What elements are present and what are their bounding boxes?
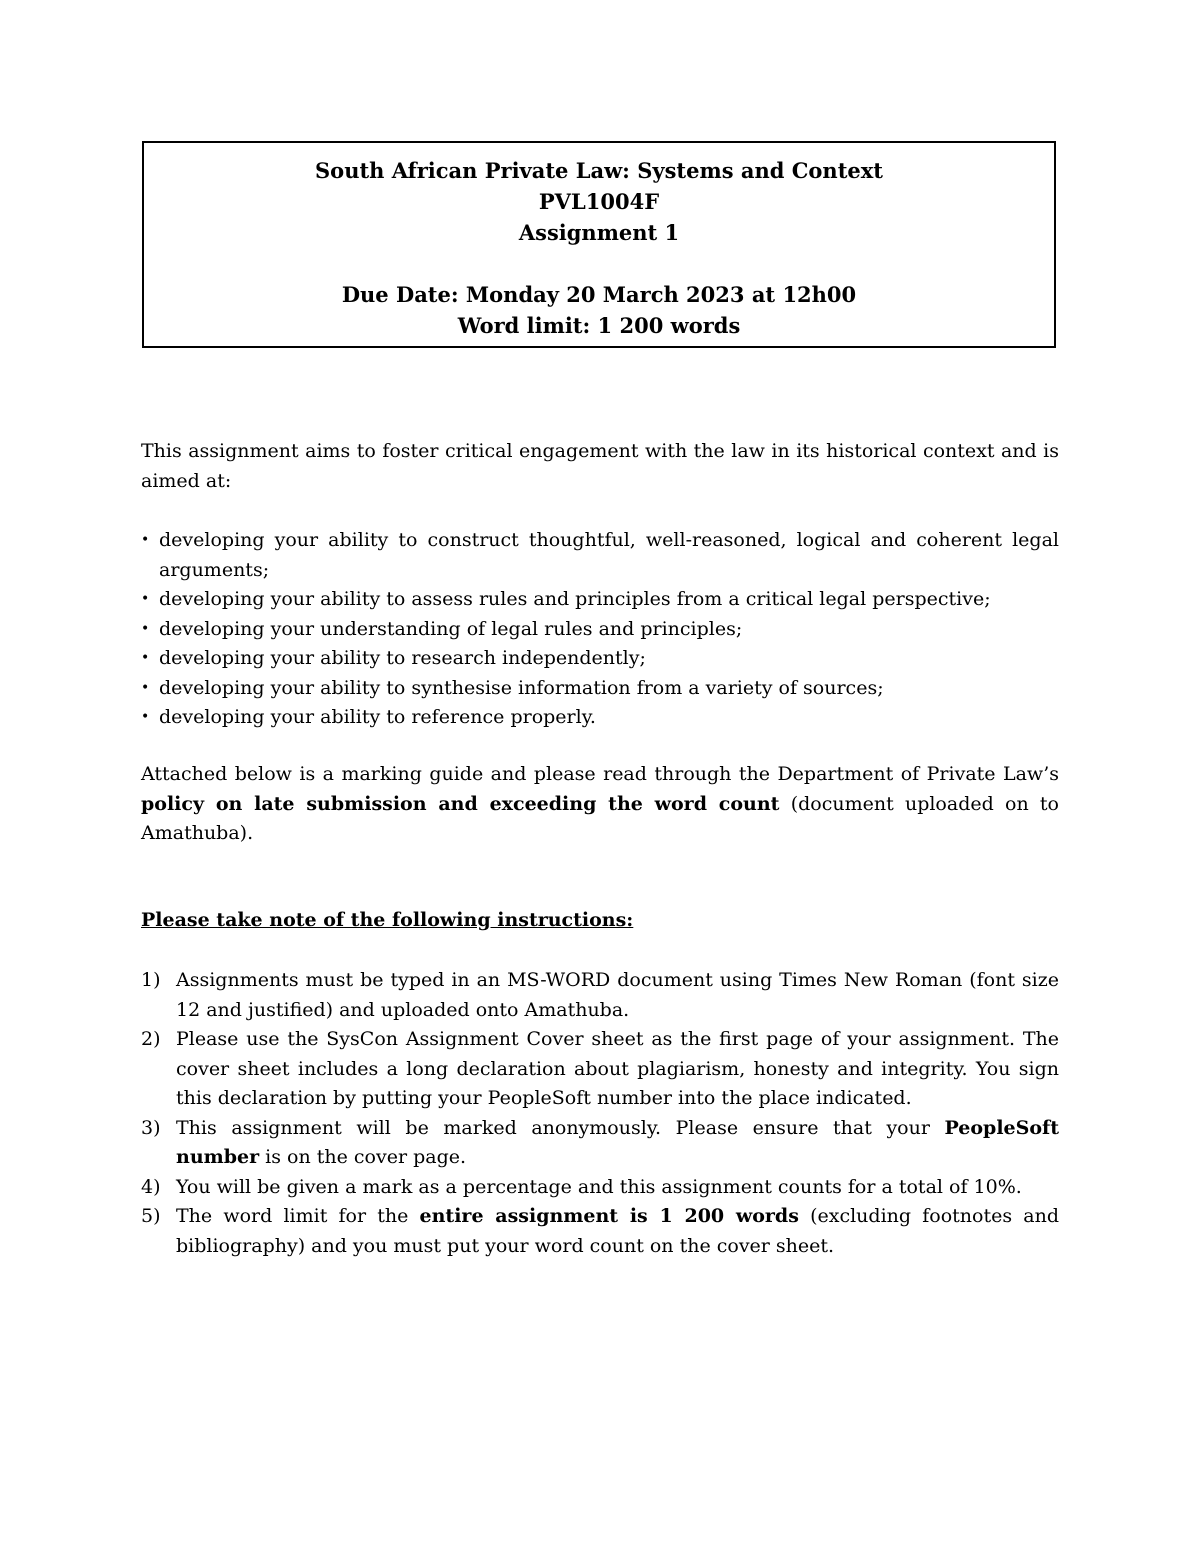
bullet-icon: • bbox=[141, 620, 150, 637]
list-item: • developing your ability to synthesise information from a variety of sources; bbox=[141, 674, 1059, 704]
bullet-icon: • bbox=[141, 591, 150, 607]
title-box bbox=[142, 141, 1056, 348]
course-title: South African Private Law: Systems and Context bbox=[315, 158, 883, 183]
aims-list bbox=[141, 526, 1059, 733]
course-code: PVL1004F bbox=[538, 189, 660, 214]
title-spacer bbox=[144, 248, 1054, 279]
list-item: • developing your understanding of legal rules and principles; bbox=[141, 615, 1059, 645]
assignment-title: Assignment 1 bbox=[518, 220, 680, 245]
bullet-icon: • bbox=[141, 679, 150, 696]
list-item: 1) Assignments must be typed in an MS-WORD document using Times New Roman (font size 12 and justified) and uploaded onto Amathuba. bbox=[141, 969, 1059, 1021]
list-item: • developing your ability to reference properly. bbox=[141, 703, 1059, 733]
list-item: 2) Please use the SysCon Assignment Cover sheet as the first page of your assignment. The cover sheet includes a long declaration about plagiarism, honesty and integrity. You sign this declaration by putting your PeopleSoft number into the place indicated. bbox=[141, 1028, 1059, 1109]
list-item: • developing your ability to research independently; bbox=[141, 644, 1059, 674]
list-item: 5) The word limit for the entire assignment is 1 200 words (excluding footnotes and bibliography) and you must put your word count on the cover sheet. bbox=[141, 1205, 1059, 1257]
list-item: 4) You will be given a mark as a percentage and this assignment counts for a total of 10%. bbox=[141, 1175, 1022, 1198]
list-item: • developing your ability to assess rules and principles from a critical legal perspective; bbox=[141, 585, 1059, 615]
list-item: 3) This assignment will be marked anonymously. Please ensure that your PeopleSoft number is on the cover page. bbox=[141, 1116, 1059, 1168]
bullet-icon: • bbox=[141, 709, 150, 725]
bullet-icon: • bbox=[141, 532, 150, 548]
attached-paragraph: Attached below is a marking guide and please read through the Department of Private Law’s policy on late submission and exceeding the word count (document uploaded on to Amathuba). bbox=[141, 763, 1060, 844]
bullet-icon: • bbox=[141, 650, 150, 666]
intro-paragraph: This assignment aims to foster critical engagement with the law in its historical context and is aimed at: bbox=[141, 440, 1059, 492]
instructions-list bbox=[141, 966, 1059, 1261]
word-limit: Word limit: 1 200 words bbox=[457, 313, 741, 338]
list-item: • developing your ability to construct thoughtful, well-reasoned, logical and coherent legal arguments; bbox=[141, 526, 1059, 585]
policy-emphasis: policy on late submission and exceeding the word count bbox=[141, 792, 780, 815]
instructions-heading: Please take note of the following instructions: bbox=[141, 909, 634, 931]
due-date: Due Date: Monday 20 March 2023 at 12h00 bbox=[341, 282, 857, 307]
